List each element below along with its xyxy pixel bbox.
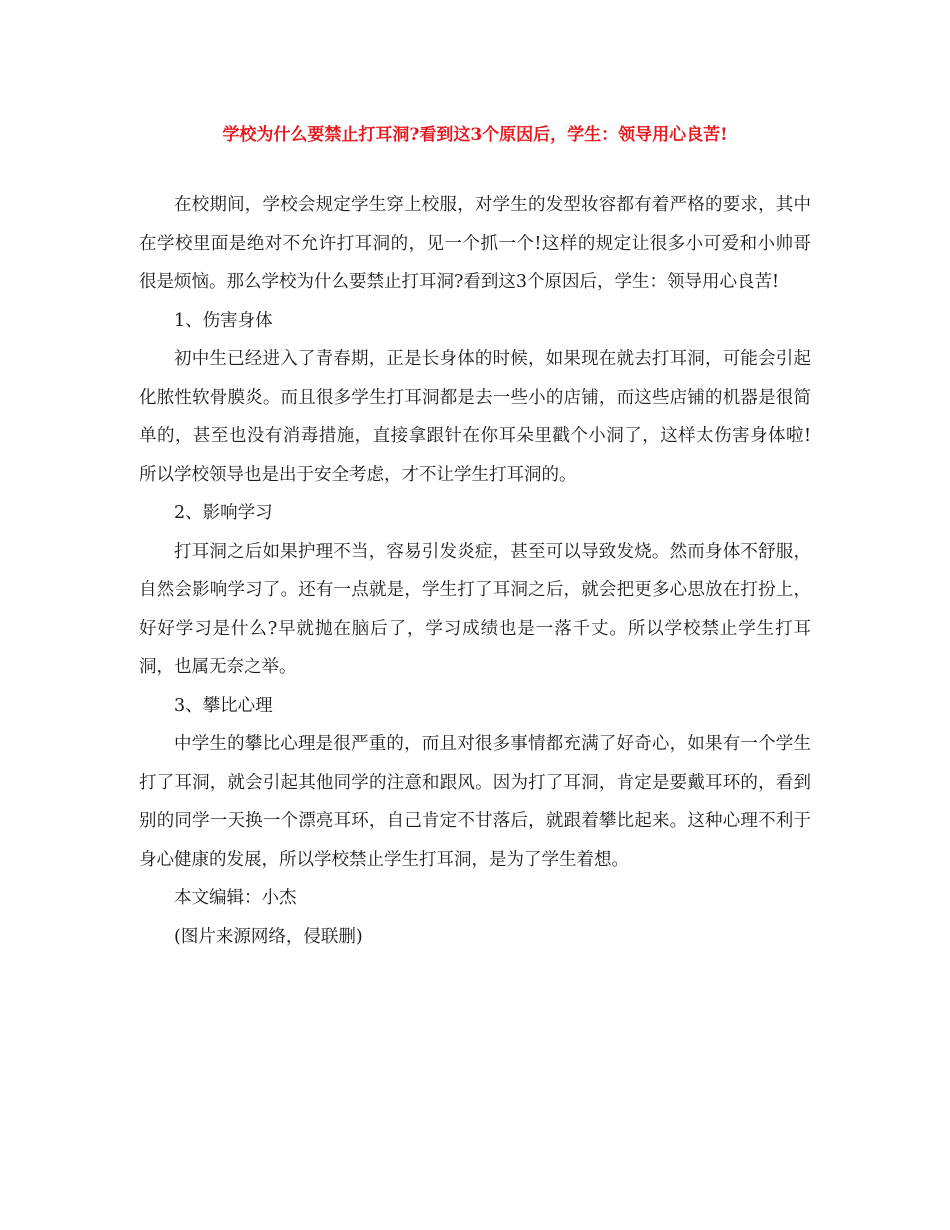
section-paragraph-2: 打耳洞之后如果护理不当，容易引发炎症，甚至可以导致发烧。然而身体不舒服，自然会影响学习了。还有一点就是，学生打了耳洞之后，就会把更多心思放在打扮上，好好学习是什么?早就抛在脑后了，学习成绩也是一落千丈。所以学校禁止学生打耳洞，也属无奈之举。 <box>139 541 811 677</box>
editor-credit: 本文编辑：小杰 <box>174 888 297 908</box>
section-heading-1: 1、伤害身体 <box>174 310 273 331</box>
section-paragraph-3: 中学生的攀比心理是很严重的，而且对很多事情都充满了好奇心，如果有一个学生打了耳洞，就会引起其他同学的注意和跟风。因为打了耳洞，肯定是要戴耳环的，看到别的同学一天换一个漂亮耳环，自己肯定不甘落后，就跟着攀比起来。这种心理不利于身心健康的发展，所以学校禁止学生打耳洞，是为了学生着想。 <box>139 734 811 870</box>
section-heading-2: 2、影响学习 <box>174 503 273 523</box>
article-title: 学校为什么要禁止打耳洞?看到这3个原因后，学生：领导用心良苦! <box>222 125 728 145</box>
article-body <box>139 186 811 956</box>
section-paragraph-1: 初中生已经进入了青春期，正是长身体的时候，如果现在就去打耳洞，可能会引起化脓性软骨膜炎。而且很多学生打耳洞都是去一些小的店铺，而这些店铺的机器是很简单的，甚至也没有消毒措施，直接拿跟针在你耳朵里戳个小洞了，这样太伤害身体啦!所以学校领导也是出于安全考虑，才不让学生打耳洞的。 <box>139 349 811 485</box>
section-heading-3: 3、攀比心理 <box>174 695 273 716</box>
intro-paragraph: 在校期间，学校会规定学生穿上校服，对学生的发型妆容都有着严格的要求，其中在学校里面是绝对不允许打耳洞的，见一个抓一个!这样的规定让很多小可爱和小帅哥很是烦恼。那么学校为什么要禁止打耳洞?看到这3个原因后，学生：领导用心良苦! <box>139 195 811 292</box>
image-source-note: (图片来源网络，侵联删) <box>174 926 363 947</box>
